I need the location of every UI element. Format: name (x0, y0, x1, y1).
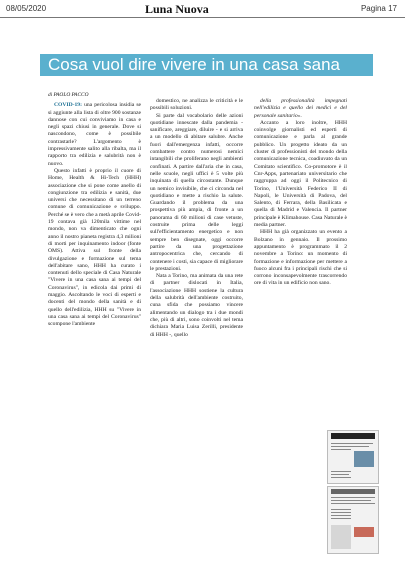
article-headline: Cosa vuol dire vivere in una casa sana (40, 54, 373, 76)
article-paragraph: Nata a Torino, ma animata da una rete di partner dislocati in Italia, l'associazione HHH sostiene la cultura della salubrità dell'ambiente costruito, cuna sfida che possiamo vincere alimentando un dialogo tra i due mondi che, più di altri, sono coinvolti nel tema dichiara Maria Luisa Zerilli, presidente di HHH -, quello (150, 273, 243, 338)
newspaper-name: Luna Nuova (145, 2, 209, 16)
lead-word: COVID-19: (54, 102, 82, 109)
thumbnail-photo (354, 451, 374, 467)
article-paragraph: Si parte dal vocabolario delle azioni quotidiane innescate dalla pandemia - sanificare, areggiare, diluire - e si arriva a un modello di abitare salubre. Anche fuori dall'emergenza infatti, occorre combattere contro numerosi nemici intangibili che proliferano negli ambienti confinati. A partire dall'aria che in casa, nelle scuole, negli uffici è 5 volte più inquinata di quella circostante. Dunque un nemico invisibile, che ci circonda nel quotidiano e mette a rischio la salute. Guardando il problema da una prospettiva più ampia, di fronte a un panorama di 60 milioni di case vetuste, costruite prima delle leggi sull'efficientamento energetico e non sempre ben disegnate, oggi occorre partire da una progettazione antropocentrica che, cercando di contenere i costi, sia capace di migliorare le prestazioni. (150, 112, 243, 272)
article-paragraph: HHH ha già organizzato un evento a Bolzano in gennaio. Il prossimo appuntamento è programmato il 2 novembre a Torino: un momento di formazione e informazione per mettere a fuoco alcuni fra i principali rischi che si corrono inconsapevolmente trascorrendo ore di vita in un edificio non sano. (254, 229, 347, 287)
publication-date: 08/05/2020 (6, 4, 47, 13)
article-paragraph: Accanto a loro inoltre, HHH coinvolge giornalisti ed esperti di comunicazione e parla al grande pubblico. Un progetto ideato da un cluster di professionisti del mondo della comunicazione tecnica, coadiuvato da un Comitato scientifico. Co-promotore è il Cnr-Apps, partenariato universitario che raggruppa ad oggi il Politecnico di Torino, l'Università Federico II di Napoli, le Università di Padova, del Salento, di Ferrara, della Basilicata e quella di Madrid e Valencia. Il partner principale è Klimahouse. Casa Naturale è media partner. (254, 119, 347, 229)
newspaper-page-thumbnail (327, 486, 379, 554)
header-divider (0, 17, 405, 18)
article-paragraph: Questo infatti è proprio il cuore di Home, Health & Hi-Tech (HHH) associazione che si pone come anello di congiunzione tra edilizia e sanità, due universi che necessitano di un terreno comune di comunicazione e sviluppo. Perché se è vero che a metà aprile Covid-19 contava già 120mila vittime nel mondo, non va dimenticato che ogni anno il nostro pianeta registra 4,3 milioni di morti per inquinamento indoor (fonte OMS). Attiva sul fronte della divulgazione e formazione sul tema dell'abitare sano, HHH ha curato i contenuti dello speciale di Casa Naturale "Vivere in una casa sana ai tempi del Coronavirus", in edicola dai primi di maggio. Ascoltando le voci di esperti e docenti del mondo della sanità e di quello dell'edilizia, HHH su "Vivere in una casa sana ai tempi del Coronavirus" scompone l'ambiente (48, 167, 141, 328)
page-header (0, 0, 405, 20)
thumbnail-photo (354, 527, 374, 537)
page-number: Pagina 17 (360, 4, 397, 13)
article-column-2 (150, 98, 243, 338)
thumbnail-masthead (331, 433, 375, 439)
thumbnail-masthead (331, 489, 375, 494)
article-paragraph: COVID-19: una pericolosa insidia se si aggiunte alla lista di oltre 900 sostanze dannose con cui conviviamo in casa e negli spazi chiusi in generale. Dove si nascondono, come è possibile contrastarle? L'argomento è impressivamente salito alla ribalta, ma il rapporto tra edilizia e salubrità non è nuovo. (48, 102, 141, 167)
thumbnail-photo (331, 525, 351, 549)
magazine-cover-thumbnail (327, 430, 379, 484)
article-paragraph: della professionalità impegnati nell'edilizia e quello dei medici e del personale sanitario». (254, 98, 347, 119)
article-column-3 (254, 98, 347, 313)
article-column-1 (48, 92, 141, 328)
article-paragraph: domestico, ne analizza le criticità e le possibili soluzioni. (150, 98, 243, 112)
byline: di PAOLO PACCO (48, 92, 89, 98)
